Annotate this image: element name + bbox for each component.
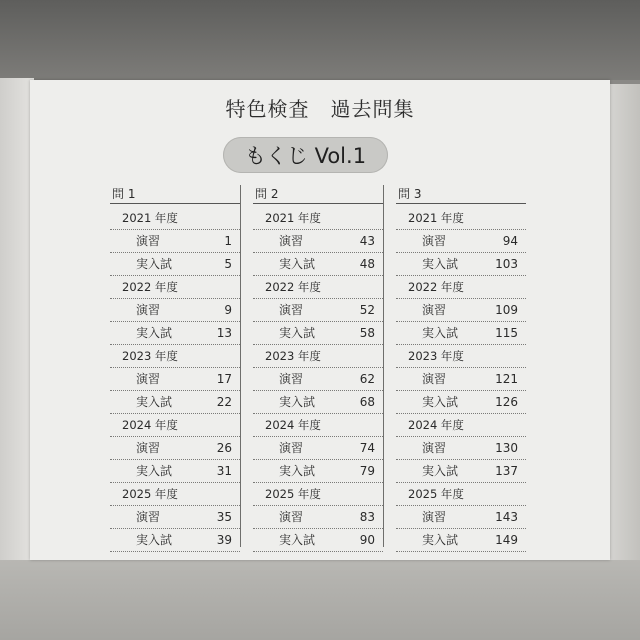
toc-column-q1 — [110, 185, 241, 547]
entry-label: 演習 — [279, 234, 304, 248]
entry-page-number: 22 — [216, 395, 232, 409]
background-surface-bottom — [0, 560, 640, 640]
toc-column-q3 — [396, 185, 526, 547]
entry-label: 演習 — [136, 441, 161, 455]
entry-page-number: 48 — [359, 257, 375, 271]
toc-entry — [110, 322, 240, 345]
entry-page-number: 109 — [495, 303, 518, 317]
entry-label: 演習 — [279, 510, 304, 524]
entry-page-number: 9 — [224, 303, 232, 317]
toc-rows — [253, 204, 383, 552]
entry-label: 演習 — [422, 372, 447, 386]
year-heading: 2022 年度 — [396, 276, 526, 299]
entry-page-number: 1 — [224, 234, 232, 248]
year-heading: 2024 年度 — [110, 414, 240, 437]
entry-label: 演習 — [279, 441, 304, 455]
page-title: 特色検査 過去問集 — [225, 97, 415, 121]
entry-page-number: 137 — [495, 464, 518, 478]
toc-entry — [110, 299, 240, 322]
column-heading: 問 3 — [396, 185, 526, 204]
entry-page-number: 126 — [495, 395, 518, 409]
column-heading: 問 1 — [110, 185, 240, 204]
toc-label: もくじ Vol.1 — [223, 137, 388, 173]
entry-label: 実入試 — [279, 533, 316, 547]
year-heading: 2022 年度 — [110, 276, 240, 299]
page-right-edge — [608, 84, 640, 560]
entry-page-number: 58 — [359, 326, 375, 340]
entry-page-number: 68 — [359, 395, 375, 409]
entry-label: 実入試 — [279, 464, 316, 478]
entry-label: 演習 — [136, 234, 161, 248]
column-heading: 問 2 — [253, 185, 383, 204]
toc-entry — [110, 391, 240, 414]
toc-entry — [396, 322, 526, 345]
entry-page-number: 90 — [359, 533, 375, 547]
entry-label: 実入試 — [279, 326, 316, 340]
year-heading: 2024 年度 — [253, 414, 383, 437]
toc-entry — [253, 506, 383, 529]
entry-page-number: 43 — [359, 234, 375, 248]
entry-label: 実入試 — [136, 464, 173, 478]
entry-label: 実入試 — [422, 395, 459, 409]
entry-page-number: 143 — [495, 510, 518, 524]
year-heading: 2025 年度 — [110, 483, 240, 506]
toc-entry — [253, 322, 383, 345]
toc-entry — [110, 368, 240, 391]
entry-label: 実入試 — [422, 464, 459, 478]
toc-entry — [110, 437, 240, 460]
entry-label: 実入試 — [136, 257, 173, 271]
entry-label: 演習 — [136, 510, 161, 524]
toc-entry — [396, 529, 526, 552]
toc-entry — [110, 253, 240, 276]
toc-entry — [396, 253, 526, 276]
entry-page-number: 121 — [495, 372, 518, 386]
entry-label: 演習 — [422, 510, 447, 524]
toc-entry — [396, 299, 526, 322]
entry-label: 演習 — [422, 441, 447, 455]
entry-label: 実入試 — [422, 326, 459, 340]
toc-entry — [396, 368, 526, 391]
entry-page-number: 31 — [216, 464, 232, 478]
entry-label: 実入試 — [136, 326, 173, 340]
toc-rows — [396, 204, 526, 552]
toc-rows — [110, 204, 240, 552]
entry-label: 実入試 — [279, 395, 316, 409]
entry-page-number: 5 — [224, 257, 232, 271]
year-heading: 2021 年度 — [253, 207, 383, 230]
entry-page-number: 103 — [495, 257, 518, 271]
entry-label: 演習 — [279, 372, 304, 386]
year-heading: 2022 年度 — [253, 276, 383, 299]
entry-page-number: 74 — [359, 441, 375, 455]
toc-entry — [253, 437, 383, 460]
year-heading: 2025 年度 — [253, 483, 383, 506]
entry-page-number: 94 — [502, 234, 518, 248]
entry-label: 実入試 — [136, 533, 173, 547]
entry-label: 演習 — [279, 303, 304, 317]
toc-entry — [253, 391, 383, 414]
toc-entry — [253, 299, 383, 322]
toc-entry — [110, 529, 240, 552]
year-heading: 2021 年度 — [396, 207, 526, 230]
entry-page-number: 39 — [216, 533, 232, 547]
entry-page-number: 115 — [495, 326, 518, 340]
entry-page-number: 52 — [359, 303, 375, 317]
toc-entry — [110, 230, 240, 253]
year-heading: 2024 年度 — [396, 414, 526, 437]
entry-label: 演習 — [136, 372, 161, 386]
page-left-edge — [0, 78, 34, 560]
toc-entry — [396, 391, 526, 414]
entry-label: 実入試 — [136, 395, 173, 409]
entry-label: 演習 — [422, 234, 447, 248]
entry-page-number: 79 — [359, 464, 375, 478]
entry-page-number: 83 — [359, 510, 375, 524]
entry-label: 実入試 — [422, 257, 459, 271]
entry-label: 実入試 — [422, 533, 459, 547]
entry-page-number: 130 — [495, 441, 518, 455]
toc-entry — [396, 230, 526, 253]
entry-page-number: 62 — [359, 372, 375, 386]
toc-entry — [253, 460, 383, 483]
toc-entry — [253, 253, 383, 276]
year-heading: 2023 年度 — [396, 345, 526, 368]
entry-label: 演習 — [136, 303, 161, 317]
year-heading: 2023 年度 — [253, 345, 383, 368]
entry-label: 演習 — [422, 303, 447, 317]
entry-page-number: 17 — [216, 372, 232, 386]
toc-entry — [396, 460, 526, 483]
entry-page-number: 35 — [216, 510, 232, 524]
year-heading: 2021 年度 — [110, 207, 240, 230]
entry-label: 実入試 — [279, 257, 316, 271]
year-heading: 2025 年度 — [396, 483, 526, 506]
toc-entry — [396, 506, 526, 529]
toc-entry — [253, 368, 383, 391]
toc-entry — [110, 460, 240, 483]
year-heading: 2023 年度 — [110, 345, 240, 368]
background-surface-top — [0, 0, 640, 80]
entry-page-number: 26 — [216, 441, 232, 455]
toc-column-q2 — [253, 185, 384, 547]
document-page — [30, 80, 610, 560]
toc-entry — [253, 529, 383, 552]
toc-entry — [396, 437, 526, 460]
entry-page-number: 13 — [216, 326, 232, 340]
toc-entry — [110, 506, 240, 529]
entry-page-number: 149 — [495, 533, 518, 547]
toc-entry — [253, 230, 383, 253]
